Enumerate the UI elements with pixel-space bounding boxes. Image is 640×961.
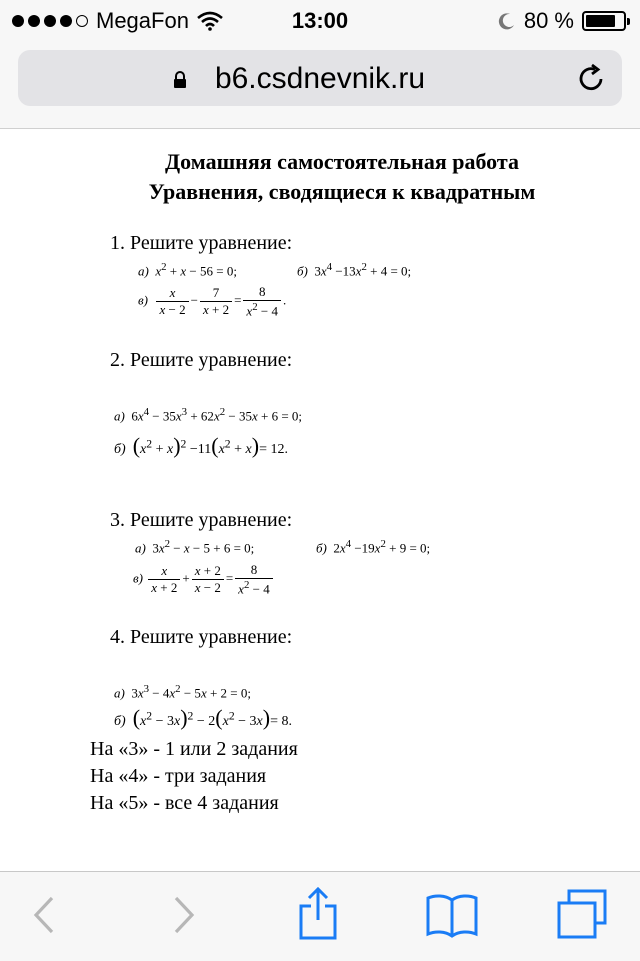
question-4: 4. Решите уравнение:: [110, 626, 293, 648]
equation-2a: а) $6x^4 - 35x^3 + 62x^2 - 35x + 6 = 0$;: [114, 406, 303, 424]
bookmarks-icon[interactable]: [425, 892, 479, 938]
equation-3a: а) $3x^2 - x - 5 + 6 = 0$;: [135, 538, 255, 556]
battery-percent: 80 %: [523, 8, 574, 33]
equation-2b: б) $(x^2 + x)^2 -11(x^2 + x)= 12$.: [114, 433, 288, 458]
browser-header: [0, 40, 640, 129]
question-3: 3. Решите уравнение:: [110, 509, 293, 531]
equation-3c: в) $\frac{x}{x + 2}$ + $\frac{x + 2}{x - 2}$ = $\frac{8}{x^2 - 4}$: [133, 562, 275, 597]
grade-5-note: На «5» - все 4 задания: [90, 792, 279, 814]
browser-toolbar: [0, 871, 640, 961]
equation-3b: б) $2x^4 -19x^2 + 9 = 0$;: [316, 538, 431, 556]
document-page: [0, 129, 640, 871]
equation-1a: а) $x^2 + x - 56 = 0$;: [138, 261, 237, 279]
grade-3-note: На «3» - 1 или 2 задания: [90, 738, 298, 760]
reload-icon[interactable]: [576, 62, 608, 94]
back-icon[interactable]: [30, 894, 58, 936]
status-bar: [0, 0, 640, 40]
grade-4-note: На «4» - три задания: [90, 765, 267, 787]
battery-icon: [582, 11, 626, 31]
address-bar[interactable]: [18, 50, 622, 106]
url-host: b6.csdnevnik.ru: [214, 62, 426, 95]
question-2: 2. Решите уравнение:: [110, 349, 293, 371]
tabs-icon[interactable]: [555, 888, 609, 940]
doc-subtitle: Уравнения, сводящиеся к квадратным: [148, 179, 536, 204]
forward-icon[interactable]: [170, 894, 198, 936]
doc-title: Домашняя самостоятельная работа: [165, 149, 519, 174]
clock: 13:00: [291, 8, 349, 33]
question-1: 1. Решите уравнение:: [110, 232, 293, 254]
equation-1b: б) $3x^4 -13x^2 + 4 = 0$;: [297, 261, 412, 279]
equation-1c: в) $\frac{x}{x - 2}$ − $\frac{7}{x + 2}$ = $\frac{8}{x^2 - 4}$ .: [138, 284, 287, 319]
share-icon[interactable]: [296, 886, 340, 940]
moon-icon: [498, 12, 516, 30]
status-right: [498, 8, 626, 34]
carrier-name: MegaFon: [96, 8, 189, 33]
equation-4b: б) $(x^2 - 3x)^2 - 2(x^2 - 3x)= 8$.: [114, 705, 292, 730]
equation-4a: а) $3x^3 - 4x^2 - 5x + 2 = 0$;: [114, 683, 251, 701]
